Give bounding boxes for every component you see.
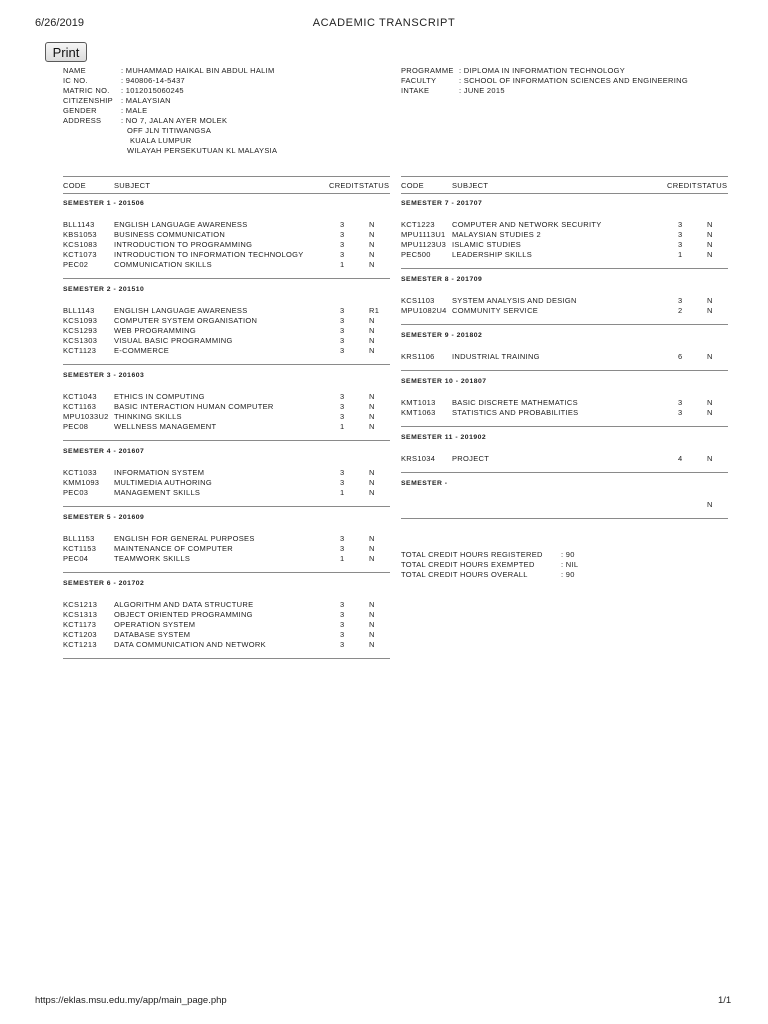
course-code: KCT1223 [401, 220, 435, 229]
course-subject: SYSTEM ANALYSIS AND DESIGN [452, 296, 577, 305]
course-subject: COMPUTER SYSTEM ORGANISATION [114, 316, 258, 325]
course-credit: 3 [340, 534, 345, 543]
course-row [63, 488, 390, 498]
course-code: KCT1173 [63, 620, 97, 629]
course-subject: ENGLISH LANGUAGE AWARENESS [114, 220, 248, 229]
course-row [63, 402, 390, 412]
semester-title: SEMESTER 2 - 201510 [63, 286, 145, 293]
semester-title: SEMESTER 9 - 201802 [401, 332, 483, 339]
course-credit: 3 [340, 240, 345, 249]
course-status: N [369, 250, 375, 259]
course-subject: COMPUTER AND NETWORK SECURITY [452, 220, 602, 229]
course-code: KRS1106 [401, 352, 435, 361]
course-row [63, 534, 390, 544]
course-row [63, 240, 390, 250]
course-code: KCT1073 [63, 250, 97, 259]
course-status: N [369, 392, 375, 401]
course-code: KMT1013 [401, 398, 436, 407]
gender: : MALE [121, 106, 148, 115]
course-subject: BASIC DISCRETE MATHEMATICS [452, 398, 578, 407]
course-credit: 3 [678, 296, 683, 305]
course-code: MPU1033U2 [63, 412, 109, 421]
course-code: KCS1083 [63, 240, 98, 249]
course-code: PEC500 [401, 250, 431, 259]
course-credit: 1 [340, 554, 345, 563]
code-header: CODE [63, 181, 86, 190]
course-code: KCS1293 [63, 326, 98, 335]
course-subject: ALGORITHM AND DATA STRUCTURE [114, 600, 254, 609]
course-status: N [369, 544, 375, 553]
address-label: ADDRESS [63, 116, 102, 125]
course-row [63, 230, 390, 240]
course-status: N [369, 240, 375, 249]
course-status: N [369, 346, 375, 355]
intake-label: INTAKE [401, 86, 430, 95]
subject-header: SUBJECT [452, 181, 489, 190]
code-header: CODE [401, 181, 424, 190]
print-button[interactable]: Print [45, 42, 87, 62]
programme-label: PROGRAMME [401, 66, 454, 75]
credit-header: CREDIT [667, 181, 697, 190]
course-status: N [369, 230, 375, 239]
semester-title: SEMESTER 10 - 201807 [401, 378, 487, 385]
programme: : DIPLOMA IN INFORMATION TECHNOLOGY [459, 66, 626, 75]
course-subject: INDUSTRIAL TRAINING [452, 352, 540, 361]
course-row [63, 336, 390, 346]
course-row [63, 554, 390, 564]
course-subject: COMMUNITY SERVICE [452, 306, 539, 315]
course-credit: 3 [340, 630, 345, 639]
semester-title: SEMESTER 6 - 201702 [63, 580, 145, 587]
course-row [63, 220, 390, 230]
course-credit: 3 [340, 392, 345, 401]
course-code: KBS1053 [63, 230, 97, 239]
document-title: ACADEMIC TRANSCRIPT [312, 17, 456, 29]
course-subject: ISLAMIC STUDIES [452, 240, 522, 249]
course-status: N [369, 336, 375, 345]
course-status: N [369, 478, 375, 487]
semester-rule [63, 658, 390, 659]
course-status: R1 [369, 306, 380, 315]
course-credit: 3 [678, 220, 683, 229]
course-status: N [369, 468, 375, 477]
ic-label: IC NO. [63, 76, 88, 85]
course-credit: 3 [340, 468, 345, 477]
course-subject: MANAGEMENT SKILLS [114, 488, 201, 497]
total-registered-label: TOTAL CREDIT HOURS REGISTERED [401, 550, 543, 559]
course-row [401, 306, 728, 316]
course-code: KCS1093 [63, 316, 98, 325]
semester-rule [63, 364, 390, 365]
address-line-2: OFF JLN TITIWANGSA [127, 126, 212, 135]
transcript-column-right [401, 176, 728, 596]
course-status: N [707, 398, 713, 407]
course-code: KCS1313 [63, 610, 98, 619]
course-subject: PROJECT [452, 454, 490, 463]
course-code: KMM1093 [63, 478, 100, 487]
semester-rule [401, 370, 728, 371]
course-credit: 3 [678, 408, 683, 417]
course-status: N [369, 220, 375, 229]
course-status: N [707, 230, 713, 239]
course-subject: DATABASE SYSTEM [114, 630, 191, 639]
print-date: 6/26/2019 [35, 17, 84, 29]
course-code: BLL1143 [63, 220, 95, 229]
course-code: KCS1213 [63, 600, 98, 609]
course-subject: VISUAL BASIC PROGRAMMING [114, 336, 233, 345]
header-rule [401, 193, 728, 194]
course-credit: 1 [340, 422, 345, 431]
course-status: N [369, 600, 375, 609]
total-overall-value: : 90 [561, 570, 575, 579]
course-code: KCT1153 [63, 544, 97, 553]
course-subject: DATA COMMUNICATION AND NETWORK [114, 640, 266, 649]
course-credit: 4 [678, 454, 683, 463]
address-line-4: WILAYAH PERSEKUTUAN KL MALAYSIA [127, 146, 278, 155]
course-row [401, 240, 728, 250]
semester-title: SEMESTER 5 - 201609 [63, 514, 145, 521]
course-status: N [707, 408, 713, 417]
course-credit: 3 [678, 230, 683, 239]
course-credit: 1 [340, 260, 345, 269]
total-exempted-value: : NIL [561, 560, 579, 569]
course-code: PEC02 [63, 260, 89, 269]
gender-label: GENDER [63, 106, 97, 115]
semester-rule [63, 278, 390, 279]
course-credit: 3 [340, 230, 345, 239]
total-registered-value: : 90 [561, 550, 575, 559]
semester-title: SEMESTER 11 - 201902 [401, 434, 487, 441]
course-row [63, 640, 390, 650]
course-status: N [707, 454, 713, 463]
course-row [63, 630, 390, 640]
total-overall-label: TOTAL CREDIT HOURS OVERALL [401, 570, 528, 579]
column-top-rule [63, 176, 390, 177]
course-status: N [707, 500, 713, 509]
course-row [63, 346, 390, 356]
faculty-label: FACULTY [401, 76, 437, 85]
course-subject: THINKING SKILLS [114, 412, 182, 421]
course-subject: BASIC INTERACTION HUMAN COMPUTER [114, 402, 274, 411]
transcript-column-left [63, 176, 390, 696]
course-credit: 3 [340, 326, 345, 335]
course-subject: MALAYSIAN STUDIES 2 [452, 230, 541, 239]
course-row [63, 412, 390, 422]
course-credit: 3 [678, 240, 683, 249]
address-line-3: KUALA LUMPUR [130, 136, 192, 145]
citizenship-label: CITIZENSHIP [63, 96, 113, 105]
semester-rule [401, 426, 728, 427]
course-row [63, 478, 390, 488]
course-code: KCT1043 [63, 392, 97, 401]
course-code: KCT1163 [63, 402, 97, 411]
semester-title: SEMESTER 8 - 201709 [401, 276, 483, 283]
course-row [63, 468, 390, 478]
course-row [401, 250, 728, 260]
course-subject: WEB PROGRAMMING [114, 326, 197, 335]
course-subject: MULTIMEDIA AUTHORING [114, 478, 212, 487]
course-status: N [707, 352, 713, 361]
course-code: KCT1203 [63, 630, 97, 639]
course-row [63, 422, 390, 432]
course-credit: 1 [340, 488, 345, 497]
course-code: KCS1303 [63, 336, 98, 345]
course-row [401, 352, 728, 362]
course-credit: 3 [678, 398, 683, 407]
course-status: N [707, 296, 713, 305]
course-subject: ENGLISH LANGUAGE AWARENESS [114, 306, 248, 315]
programme-info [401, 66, 741, 106]
course-row [63, 250, 390, 260]
course-status: N [369, 422, 375, 431]
student-name: : MUHAMMAD HAIKAL BIN ABDUL HALIM [121, 66, 275, 75]
course-subject: OPERATION SYSTEM [114, 620, 196, 629]
intake: : JUNE 2015 [459, 86, 505, 95]
course-credit: 3 [340, 620, 345, 629]
citizenship: : MALAYSIAN [121, 96, 171, 105]
course-subject: WELLNESS MANAGEMENT [114, 422, 217, 431]
course-subject: BUSINESS COMMUNICATION [114, 230, 226, 239]
course-status: N [369, 260, 375, 269]
ic-number: : 940806-14-5437 [121, 76, 186, 85]
semester-title: SEMESTER 1 - 201506 [63, 200, 145, 207]
course-row [63, 316, 390, 326]
course-status: N [369, 630, 375, 639]
course-code: MPU1123U3 [401, 240, 447, 249]
matric-label: MATRIC NO. [63, 86, 110, 95]
course-status: N [707, 306, 713, 315]
course-credit: 3 [340, 220, 345, 229]
page-url: https://eklas.msu.edu.my/app/main_page.php [35, 995, 227, 1006]
course-code: KCS1103 [401, 296, 435, 305]
student-info [63, 66, 383, 156]
course-row [63, 326, 390, 336]
semester-title: SEMESTER 7 - 201707 [401, 200, 483, 207]
course-credit: 3 [340, 306, 345, 315]
course-code: BLL1143 [63, 306, 95, 315]
subject-header: SUBJECT [114, 181, 151, 190]
course-status: N [369, 620, 375, 629]
course-subject: OBJECT ORIENTED PROGRAMMING [114, 610, 253, 619]
course-code: KCT1213 [63, 640, 97, 649]
course-code: PEC03 [63, 488, 89, 497]
course-code: MPU1082U4 [401, 306, 447, 315]
course-code: PEC04 [63, 554, 89, 563]
course-subject: STATISTICS AND PROBABILITIES [452, 408, 579, 417]
page-number: 1/1 [718, 995, 732, 1006]
course-status: N [369, 488, 375, 497]
course-row [63, 392, 390, 402]
course-code: MPU1113U1 [401, 230, 446, 239]
semester-title: SEMESTER 4 - 201607 [63, 448, 145, 455]
course-credit: 3 [340, 610, 345, 619]
course-status: N [369, 640, 375, 649]
semester-rule [401, 268, 728, 269]
course-status: N [369, 316, 375, 325]
course-credit: 3 [340, 250, 345, 259]
course-row [401, 398, 728, 408]
course-row [63, 306, 390, 316]
course-credit: 3 [340, 402, 345, 411]
course-subject: MAINTENANCE OF COMPUTER [114, 544, 233, 553]
course-row [401, 230, 728, 240]
course-row [63, 620, 390, 630]
course-status: N [369, 412, 375, 421]
semester-title: SEMESTER - [401, 480, 448, 487]
course-row [63, 600, 390, 610]
course-status: N [369, 554, 375, 563]
total-exempted-label: TOTAL CREDIT HOURS EXEMPTED [401, 560, 535, 569]
semester-title: SEMESTER 3 - 201603 [63, 372, 145, 379]
course-subject: LEADERSHIP SKILLS [452, 250, 532, 259]
course-row [401, 454, 728, 464]
course-row [401, 500, 728, 510]
course-credit: 3 [340, 478, 345, 487]
course-code: PEC08 [63, 422, 89, 431]
course-status: N [707, 240, 713, 249]
course-credit: 3 [340, 412, 345, 421]
course-code: BLL1153 [63, 534, 95, 543]
course-row [401, 296, 728, 306]
course-credit: 3 [340, 600, 345, 609]
course-credit: 1 [678, 250, 683, 259]
semester-rule [401, 324, 728, 325]
status-header: STATUS [359, 181, 390, 190]
course-credit: 3 [340, 346, 345, 355]
course-row [63, 260, 390, 270]
header-rule [63, 193, 390, 194]
course-credit: 3 [340, 640, 345, 649]
name-label: NAME [63, 66, 86, 75]
course-subject: COMMUNICATION SKILLS [114, 260, 212, 269]
course-row [401, 408, 728, 418]
course-subject: INTRODUCTION TO PROGRAMMING [114, 240, 253, 249]
course-status: N [707, 220, 713, 229]
course-subject: INTRODUCTION TO INFORMATION TECHNOLOGY [114, 250, 304, 259]
course-subject: TEAMWORK SKILLS [114, 554, 191, 563]
course-status: N [369, 326, 375, 335]
course-credit: 3 [340, 336, 345, 345]
semester-rule [63, 440, 390, 441]
credit-header: CREDIT [329, 181, 359, 190]
course-code: KMT1063 [401, 408, 436, 417]
course-row [401, 220, 728, 230]
course-status: N [369, 534, 375, 543]
course-row [63, 610, 390, 620]
course-subject: ETHICS IN COMPUTING [114, 392, 205, 401]
course-subject: E-COMMERCE [114, 346, 170, 355]
course-status: N [369, 610, 375, 619]
semester-rule [63, 506, 390, 507]
semester-rule [401, 518, 728, 519]
course-code: KCT1033 [63, 468, 97, 477]
course-credit: 3 [340, 544, 345, 553]
faculty: : SCHOOL OF INFORMATION SCIENCES AND ENGINEERING [459, 76, 689, 85]
address-line-1: : NO 7, JALAN AYER MOLEK [121, 116, 228, 125]
course-subject: INFORMATION SYSTEM [114, 468, 205, 477]
matric-number: : 1012015060245 [121, 86, 184, 95]
course-status: N [707, 250, 713, 259]
column-top-rule [401, 176, 728, 177]
course-subject: ENGLISH FOR GENERAL PURPOSES [114, 534, 255, 543]
semester-rule [63, 572, 390, 573]
course-row [63, 544, 390, 554]
semester-rule [401, 472, 728, 473]
course-code: KCT1123 [63, 346, 97, 355]
course-code: KRS1034 [401, 454, 436, 463]
course-credit: 6 [678, 352, 683, 361]
course-credit: 2 [678, 306, 683, 315]
course-credit: 3 [340, 316, 345, 325]
course-status: N [369, 402, 375, 411]
status-header: STATUS [697, 181, 728, 190]
